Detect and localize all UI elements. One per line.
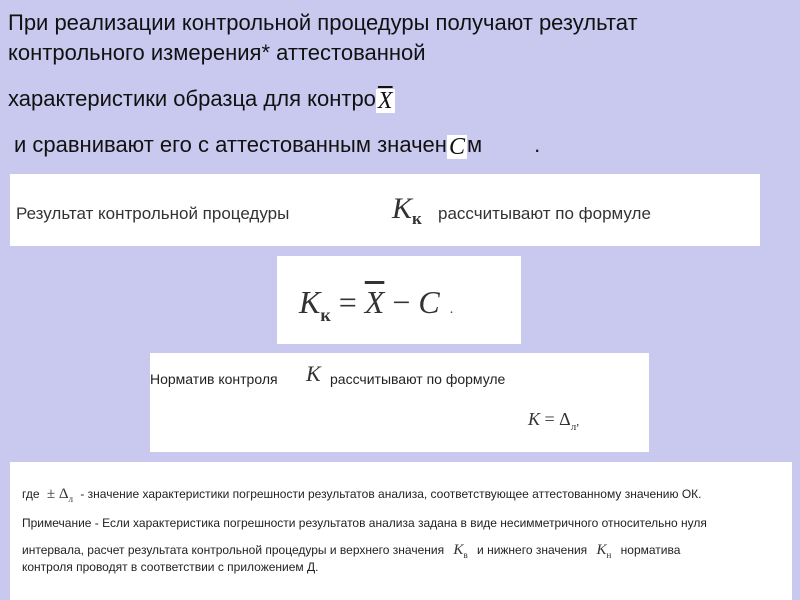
intro-line-4-tail: м: [466, 132, 483, 157]
kn-letter: K: [596, 542, 607, 558]
norm-card: [150, 353, 649, 452]
norm-k-symbol: K: [306, 361, 321, 386]
norm-formula-comma: ,: [576, 414, 580, 428]
note-line-1-text: - значение характеристики погрешности результатов анализа, соответствующее аттестованному значению ОК.: [80, 487, 702, 501]
kn-sub: н: [606, 550, 612, 560]
formula-k: K: [299, 284, 321, 320]
main-formula-card: [277, 256, 521, 344]
kk-subscript: к: [412, 209, 422, 228]
formula-x-bar: $\overline{X}$: [364, 284, 385, 320]
note-line-3-tail: норматива: [620, 543, 681, 557]
note-line-1: [22, 486, 702, 504]
norm-formula-k: K: [528, 409, 541, 429]
kv-letter: K: [453, 542, 464, 558]
intro-line-2: контрольного измерения* аттестованной: [8, 40, 426, 65]
formula-eq: =: [338, 284, 357, 320]
formula-minus: −: [392, 284, 411, 320]
result-formula-card: [10, 174, 760, 246]
norm-text: Норматив контроля: [150, 371, 278, 387]
intro-line-4-dot: .: [534, 132, 541, 157]
c-symbol: C: [448, 134, 465, 160]
result-text-tail: рассчитывают по формуле: [438, 204, 651, 223]
intro-line-3-text: характеристики образца для контро: [8, 86, 376, 111]
norm-formula: [528, 409, 579, 433]
intro-line-4: [14, 132, 540, 159]
delta-symbol: Δ: [559, 409, 571, 429]
note-line-3-text: интервала, расчет результата контрольной процедуры и верхнего значения: [22, 543, 445, 557]
kv-symbol: [453, 542, 467, 558]
formula-k-sub: к: [320, 305, 331, 325]
pm-delta-sub: л: [68, 494, 73, 504]
note-line-3: [22, 542, 680, 560]
intro-line-3: [8, 86, 395, 113]
kn-symbol: [596, 542, 611, 558]
note-gde: где: [22, 487, 40, 501]
kv-sub: в: [463, 550, 468, 560]
intro-line-4-text: и сравнивают его с аттестованным значен: [14, 132, 447, 157]
main-formula: [299, 284, 453, 326]
notes-card: [10, 462, 792, 600]
norm-text-tail: рассчитывают по формуле: [330, 371, 506, 387]
note-line-3-mid: и нижнего значения: [477, 543, 588, 557]
result-text: Результат контрольной процедуры: [16, 204, 290, 223]
intro-line-1: При реализации контрольной процедуры получают результат: [8, 10, 638, 35]
formula-dot: .: [449, 302, 454, 317]
x-bar-symbol: $\overline{X}$: [377, 88, 393, 114]
norm-formula-eq: =: [544, 409, 555, 429]
formula-c: C: [418, 284, 440, 320]
delta-subscript: л: [570, 421, 577, 433]
kk-letter: K: [392, 192, 413, 225]
note-line-4: контроля проводят в соответствии с приложением Д.: [22, 560, 319, 574]
pm-delta-symbol: [47, 486, 73, 502]
note-line-2: Примечание - Если характеристика погрешности результатов анализа задана в виде несимметричного относительно нуля: [22, 516, 707, 530]
pm-delta: ± Δ: [46, 486, 69, 502]
kk-symbol: [392, 192, 422, 229]
